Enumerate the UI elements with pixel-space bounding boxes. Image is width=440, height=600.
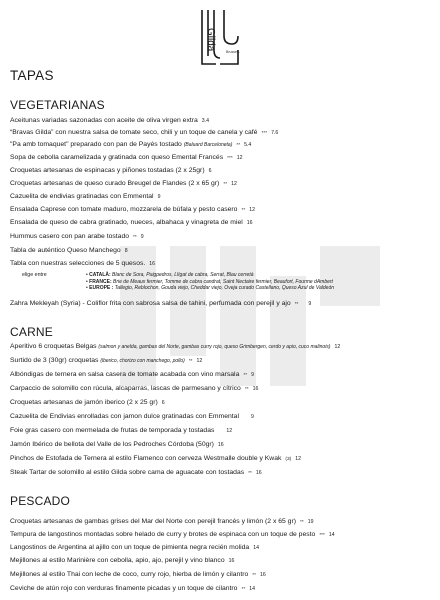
item-stars: **: [294, 302, 299, 307]
item-name: Langostinos de Argentina al ajillo con un toque de pimienta negra recién molida: [10, 544, 250, 551]
item-name: Tabla con nuestras selecciones de 5 quesos.: [10, 260, 146, 267]
item-stars: ***: [227, 156, 233, 161]
item-price: 7.6: [271, 130, 279, 136]
menu-item: [10, 426, 232, 436]
item-name: Zahra Mekleyah (Syria) - Coliflor frita con sabrosa salsa de tahini, perfumada con perejil y ajo: [10, 300, 291, 307]
menu-item: [10, 412, 254, 422]
item-name: Cazuelita de endivias gratinadas con Emmental: [10, 193, 154, 200]
item-name: Aceitunas variadas sazonadas con aceite de oliva virgen extra: [10, 117, 198, 124]
item-price: 12: [196, 358, 203, 364]
menu-item: [10, 468, 262, 478]
item-name: Mejillones al estilo Marinière con cebolla, apio, ajo, perejil y vino blanco: [10, 557, 225, 564]
item-note: (salmon y anelda, gambas del Norte, gambas curry rojo, queso Grimbergen, cerdo y apio, cuco malinois): [98, 344, 331, 350]
item-name: Foie gras casero con mermelada de frutas de temporada y tostadas: [10, 427, 215, 434]
item-price: 12: [236, 155, 243, 161]
item-name: Ensalada Caprese con tomate maduro, mozzarela de búfala y pesto casero: [10, 206, 238, 213]
item-name: Aperitivo 6 croquetas Belgas: [10, 343, 97, 350]
item-name: Croquetas artesanas de espinacas y piñones tostadas (2 x 25gr): [10, 167, 205, 174]
item-stars: (3): [285, 457, 292, 462]
menu-item: [10, 440, 224, 450]
item-price: 3.4: [201, 118, 209, 124]
item-price: 12: [249, 207, 255, 213]
item-price: 16: [228, 558, 235, 564]
menu-item: [10, 584, 255, 594]
item-price: 9: [140, 234, 144, 240]
menu-item: [10, 543, 259, 553]
item-name: Steak Tartar de solomillo al estilo Gilda sobre cama de aguacate con tostadas: [10, 469, 245, 476]
item-stars: **: [223, 182, 228, 187]
item-note: (iberico, chorizo con manchego, pollo): [100, 358, 185, 364]
item-price: 19: [307, 519, 314, 525]
item-price: 14: [253, 545, 259, 551]
section-title-pescado: PESCADO: [10, 494, 71, 508]
menu-item: [10, 128, 278, 138]
cheese-region: CATALÀ:: [89, 272, 111, 278]
item-price: 5.4: [244, 142, 252, 148]
menu-item: [10, 556, 234, 566]
menu-item: [10, 384, 258, 394]
gilda-logo: [186, 6, 250, 68]
menu-item: [10, 299, 311, 309]
item-stars: **: [241, 208, 246, 213]
cheese-region: EUROPE :: [89, 285, 114, 292]
cheese-list: Brie de Meaux fermier, Tomme de cabra candrat, Saint Nectaire fermier, Beaufort, Fourme dAmbert: [113, 278, 333, 285]
brand-subtitle: Brussels: [226, 50, 240, 54]
item-price: 16: [217, 442, 224, 448]
menu-item: [10, 246, 128, 256]
item-price: 14: [328, 532, 335, 538]
menu-item: [10, 192, 160, 202]
cheese-row: • EUROPE : Tallegio, Reblochon, Gouda viejo, Cheddar viejo, Oveja curado Castellano, Queso Azul de Valdeón: [86, 285, 335, 292]
menu-item: [10, 570, 266, 580]
section-title-vegetarianas: VEGETARIANAS: [10, 98, 105, 112]
menu-item: [10, 530, 335, 540]
item-name: Surtido de 3 (30gr) croquetas: [10, 357, 99, 364]
menu-item: [10, 166, 211, 176]
svg-text:Gilda: Gilda: [205, 28, 216, 52]
cheese-row: • FRANCE: Brie de Meaux fermier, Tomme de cabra candrat, Saint Nectaire fermier, Beaufort, Fourme dAmbert: [86, 278, 333, 285]
item-name: Sopa de cebolla caramelizada y gratinada con queso Emental Francés: [10, 154, 224, 161]
item-name: Pinchos de Estofada de Ternera al estilo Flamenco con cerveza Westmalle double y Kwak: [10, 455, 282, 462]
item-price: 12: [295, 456, 302, 462]
menu-item: [10, 259, 155, 269]
item-name: Tabla de auténtico Queso Manchego: [10, 247, 121, 254]
menu-item: [10, 517, 314, 527]
item-name: Hummus casero con pan arabe tostado: [10, 233, 130, 240]
item-stars: ***: [319, 533, 325, 538]
item-stars: **: [252, 573, 256, 578]
item-price: 9: [308, 301, 312, 307]
item-price: 16: [255, 470, 262, 476]
menu-item: [10, 218, 253, 228]
item-stars: **: [244, 387, 249, 392]
item-note: (Baluard Barceloneta): [183, 142, 233, 148]
item-stars: **: [236, 143, 241, 148]
cheese-list: Tallegio, Reblochon, Gouda viejo, Cheddar viejo, Oveja curado Castellano, Queso Azul de Valdeón: [114, 285, 335, 292]
gilda-logo-mark: [186, 6, 250, 68]
item-price: 9: [157, 194, 161, 200]
menu-item: [10, 232, 144, 242]
item-price: 14: [249, 586, 255, 592]
item-price: 9: [250, 414, 254, 420]
item-name: Croquetas artesanas de queso curado Breugel de Flandes (2 x 65 gr): [10, 180, 220, 187]
menu-item: [10, 140, 251, 150]
item-price: 6: [208, 168, 212, 174]
item-name: "Pa amb tomaquet" preparado con pan de Payés tostado: [10, 141, 182, 148]
item-price: 12: [231, 181, 237, 187]
section-title-tapas: TAPAS: [10, 68, 54, 83]
cheese-list: Blanc de Sora, Puigpedros, Llígat de cabra, Serrat, Blau cerretà: [112, 272, 254, 278]
item-name: Croquetas artesanas de jamón iberico (2 x 25 gr): [10, 399, 158, 406]
item-name: Carpaccio de solomillo con rúcula, alcaparras, lascas de parmesano y cítrico: [10, 385, 241, 392]
menu-item: [10, 342, 340, 352]
item-stars: **: [241, 587, 246, 592]
item-stars: **: [133, 235, 137, 240]
item-price: 16: [260, 572, 266, 578]
menu-item: [10, 205, 255, 215]
item-name: Cazuelita de Endivias enrolladas con jamon dulce gratinadas con Emmental: [10, 413, 239, 420]
item-stars: **: [243, 373, 248, 378]
menu-item: [10, 398, 165, 408]
item-name: Mejillones al estilo Thai con leche de coco, curry rojo, hierba de limón y cilantro: [10, 571, 249, 578]
item-name: Ceviche de atún rojo con verduras finamente picadas y un toque de cilantro: [10, 585, 238, 592]
section-title-carne: CARNE: [10, 325, 54, 339]
item-price: 12: [226, 428, 233, 434]
item-price: 8: [124, 248, 128, 254]
item-stars: **: [248, 471, 252, 476]
cheese-row: • CATALÀ: Blanc de Sora, Puigpedros, Llígat de cabra, Serrat, Blau cerretà: [86, 272, 254, 278]
item-stars: **: [188, 359, 193, 364]
item-price: 9: [251, 372, 254, 378]
cheese-region: FRANCE:: [89, 278, 112, 285]
item-stars: **: [299, 520, 304, 525]
menu-item: [10, 370, 254, 380]
item-price: 6: [161, 400, 165, 406]
item-price: 16: [149, 261, 156, 267]
menu-item: [10, 116, 209, 126]
item-name: Ensalada de queso de cabra gratinado, nueces, albahaca y vinagreta de miel: [10, 219, 243, 226]
cheese-label: elige entre: [22, 272, 47, 278]
item-price: 12: [334, 344, 341, 350]
menu-item: [10, 454, 301, 464]
item-stars: ***: [261, 131, 268, 136]
item-name: Albóndigas de ternera en salsa casera de tomate acabada con vino marsala: [10, 371, 240, 378]
item-name: “Bravas Gilda” con nuestra salsa de tomate seco, chili y un toque de canela y café: [10, 129, 258, 136]
menu-item: [10, 356, 202, 366]
item-name: Tempura de langostinos montadas sobre helado de curry y brotes de espinaca con un toque de pesto: [10, 531, 316, 538]
item-price: 16: [246, 220, 253, 226]
item-price: 16: [252, 386, 259, 392]
item-name: Croquetas artesanas de gambas grises del Mar del Norte con perejil francés y limón (2 x 65 gr): [10, 518, 296, 525]
menu-item: [10, 179, 237, 189]
menu-item: [10, 153, 243, 163]
item-name: Jamón Ibérico de bellota del Valle de los Pedroches Córdoba (50gr): [10, 441, 214, 448]
